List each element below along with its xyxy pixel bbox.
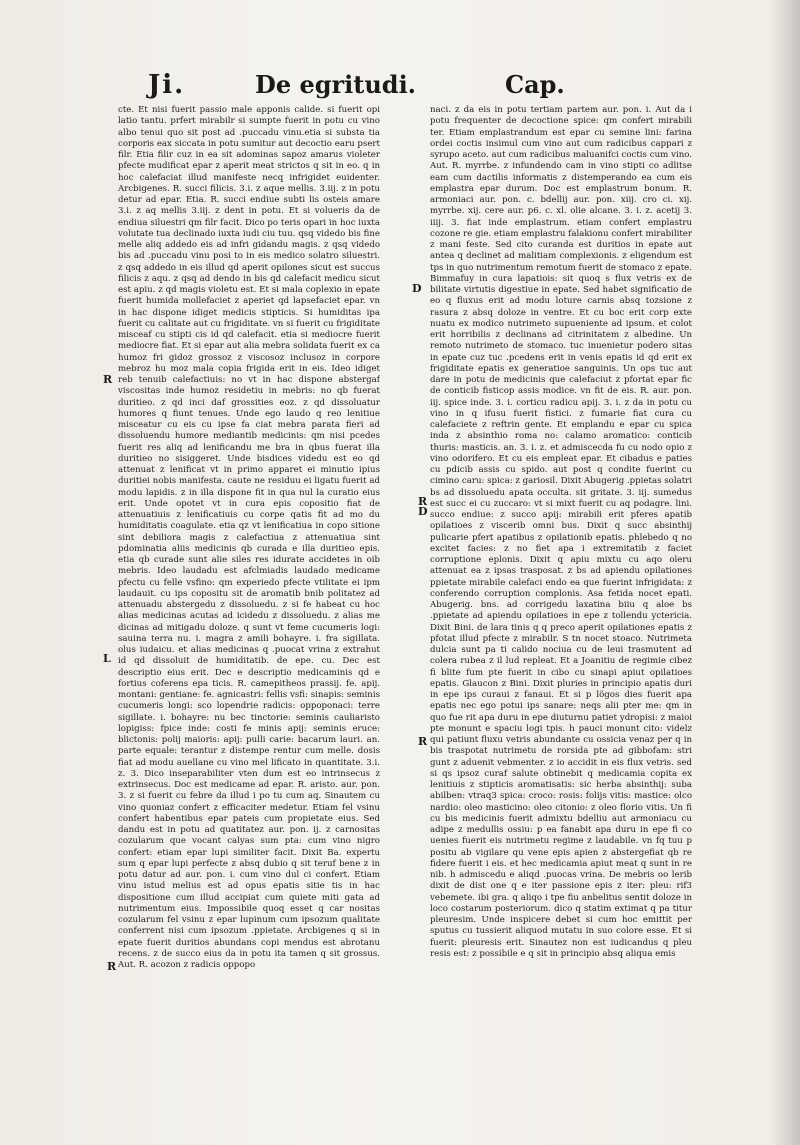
header-title: De egritudi. [255, 70, 417, 99]
margin-marker: R [418, 735, 428, 748]
margin-marker: R [107, 960, 117, 973]
right-text-column [430, 105, 692, 985]
header-chapter: Cap. [505, 70, 565, 99]
margin-marker: L [103, 652, 111, 665]
left-column-text: cte. Et nisi fuerit passio male apponis calide. si fuerit opi latio tantu. prfert mirabilr si sumpte fuerit in potu cu vino albo tenui quo sit post ad .puccadu vinu.etia si substa tia corporis eax siccata in potu sumitur aut decoctio earu psert filr. Etia filir cuz in ea sit adominas sapoz amarus violeter pfecte mudificat epar z aperit meat strictos q sit in eo. q in hoc calefaciat illud manifeste necq infrigidet euidenter. Arcbigenes. R. succi filicis. 3.i. z aque mellis. 3.iij. z in potu detur ad epar. Etia. R. succi endiue subti lis osteis amare 3.i. z aq mellis 3.iij. z dent in potu. Et si volueris da de endiua siluestri qm filr facit. Dico po teris opari in hoc iuxta volutate tua declinado iuxta iudi ciu tuu. qsq videdo bis fine melle aliq addedo eis ad infri gidandu magis. z qsq videdo bis ad .puccadu vinu posi to in eis medico solatro siluestri. z qsq addedo in eis illud qd aperit opilones sicut est succus filicis z aqu. z qsq ad dendo in bis qd calefacit medicu sicut est apiu. z qd magis violetu est. Et si mala coplexio in epate fuerit humida mollefaciet z aperiet qd lapsefaciet epar. vn in hac dispone idiget medicis stipticis. Si humiditas ipa fuerit cu calitate aut cu frigiditate. vn si fuerit cu frigiditate misceaf cu stipti cis id qd calefacit. etia si mediocre fuerit mediocre fiat. Et si epar aut alia mebra solidata fuerit ex ca humoz fri gidoz grossoz z viscosoz inclusoz in corpore mebroz hu moz mala copia frigida erit in eis. Ideo idiget reb tenuib calefactiuis: no vt in hac dispone abstergaf viscositas inde humoz residetiu in mebris: no qb fuerat duritieo. z qd inci daf grossities eoz. z qd dissoluatur humores q fiunt tenues. Unde ego laudo q reo lenitiue misceatur cu eis cu ipse fa ciat mebra parata fieri ad dissoluendu humore mediantib medicinis: qm nisi pcedes fuerit res aliq ad lenificandu me bra in qbus fuerat illa duritieo no sisiggeret. Unde bisdices videdu est eo qd attenuat z lenificat vt in primo apparet ei minutio ipius duritiei nobis manifesta. caute ne residuu ei ligatu fuerit ad modu lapidis. z in illa dispone fit in qua nul la curatio eius erit. Unde opotet vt in cura epis copositio fiat de attenuatiuis z lenificatiuis cu corpe qatis fit ad mo du humiditatis coagulate. etia qz vt lenificatiua in copo sitione sint debiliora magis z calefactiua z attenuatiua sint pdominatia aliis medicinis qb curada e illa duritieo epis. etia qb curade sunt alie siles res idurate accidetes in oib mebris. Ideo laudadu est afclmiadis laudado medicame pfectu cu felle vsfino: qm experiedo pfecte vtilitate ei ipm laudauit. cu ips copositu sit de aromatib bnib politatez ad attenuadu abstergedu z dissoluedu. z si fe habeat cu hoc alias medicinas acutas ad icidedu z dissoluedu. z alias me dicinas ad mitigadu doloze. q sunt vt feme cucumeris logi: sauina terra nu. i. magra z amili bohayre. i. fra sigillata. olus iudaicu. et alias medicinas q .puocat vrina z extrahut id qd dissoluit de humiditatib. de epe. cu. Dec est descriptio eius erit. Dec e descriptio medicaminis qd e fortius coferens epa ticis. R. camepitheos prassij. fe. apij. montani: gentiane: fe. agnicastri: fellis vsfi: sinapis: seminis cucumeris longi: sco lopendrie radicis: oppoponaci: terre sigillate. i. bohayre: nu bec tinctorie: seminis cauliaristo lopigiss: fpice inde: costi fe minis apij: seminis eruce: blictonis: polij maioris: apij: pulli carie: bacarum lauri. an. parte equale: terantur z distempe rentur cum melle. dosis fiat ad modu auellane cu vino mel lificato in quantitate. 3.i. z. 3. Dico inseparabiliter vten dum est eo intrinsecus z extrinsecus. Doc est medicame ad epar. R. aristo. aur. pon. 3. z si fuerit cu febre da illud i po tu cum aq. Sinautem cu vino quoniaz confert z efficaciter medetur. Etiam fel vsinu confert habentibus epar pateis cum propietate eius. Sed dandu est in potu ad quatitatez aur. pon. ij. z carnositas cozularum que vocant calyas sum pta: cum vino nigro confert: etiam epar lupi similiter facit. Dixit Ba. expertu sum q epar lupi perfecte z absq dubio q sit teruf bene z in potu datur ad aur. pon. i. cum vino dul ci confert. Etiam vinu istud melius est ad opus epatis sitie tis in hac dispositione cum illud accipiat cum quiete miti gata ad nutrimentum eius. Impossibile quoq esset q car nositas cozularum fel vsinu z epar lupinum cum ipsozum qualitate conferrent nisi cum ipsozum .ppietate. Arcbigenes q si in epate fuerit duritios abundans copi mendus est abrotanu recens. z de succo eius da in potu ita tamen q sit grossus. Aut. R. acozon z radicis oppopo [118, 105, 380, 970]
header-folio: Ji. [148, 70, 186, 100]
left-text-column [118, 105, 380, 985]
running-header [0, 70, 800, 110]
margin-marker: R [103, 373, 113, 386]
margin-marker: D [412, 282, 422, 295]
page-edge-shadow [770, 0, 800, 1145]
right-column-text: naci. z da eis in potu tertiam partem aur. pon. i. Aut da i potu frequenter de decoctione spice: qm confert mirabili ter. Etiam emplastrandum est epar cu semine lini: farina ordei coctis insimul cum vino aut cum radicibus cappari z syrupo aceto. aut cum radicibus maluanifci coctis cum vino. Aut. R. myrrbe. z infundendo cam in vino stipti co adlitse eam cum dactilis informatis z distemperando ea cum eis emplastra epar durum. Doc est emplastrum bonum. R. armoniaci aur. pon. c. bdellij aur. pon. xiij. cro ci. xij. myrrbe. xij. cere aur. p6. c. xl. olie alcane. 3. i. z. acetij 3. iiij. 3. fiat inde emplastrum. etiam confert emplastru cozone re gie. etiam emplastru falakionu confert mirabiliter z mani feste. Sed cito curanda est duritios in epate aut antea q declinet ad malitiam complexionis. z eligendum est tps in quo nutrimentum remotum fuerit de stomaco z epate. Bimmafuy in cura lapatiois: sit quoq s flux vetris ex de bilitate virtutis digestiue in epate. Sed habet significatio de eo q fluxus erit ad modu loture carnis absq tozsione z rasura z absq doloze in ventre. Et cu boc erit corp exte nuatu ex modico nutrimeto supueniente ad ipsum. et colot erit horribilis z declinans ad citrinitatem z albedine. Un remoto nutrimeto de stomaco. tuc inuenietur podero sitas in epate cuz tuc .pcedens erit in venis epatis id qd erit ex frigiditate epatis ex generatioe sanguinis. Un ops tuc aut dare in potu de medicinis que calefaciut z pfortat epar fic de conticib fisticop assis modice. vn fit de eis. R. aur. pon. iij. spice inde. 3. i. corticu radicu apij. 3. i. z da in potu cu vino in q ifusu fuerit fistici. z fumarie fiat cura cu calefaciete z reftrin gente. Et emplandu e epar cu spica inda z absinthio roma no: calamo aromatico: conticib thuris: masticis. an. 3. i. z. et admiscecda fu cu nodo opio z vino odorifero. Et cu eis empleat epar. Et cibadus e paties cu pdicib assis cu spido. aut post q condite fuerint cu cimino caru: spica: z gariosil. Dixit Abugerig .ppietas solatri bs ad dissoluedu apata occulta. sit gritate. 3. iij. sumedus est succ ei cu zuccaro: vt si mixt fuerit cu aq podagre. lini. succo endiue: z succo apij: mirabili erit pferes apatib opilatioes z viscerib omni bus. Dixit q succ absinthij pulicarie pfert apatibus z opilationib epatis. phlebedo q no excitet facies: z no fiet apa i extremitatib z faciet corruptione eplonis. Dixit q apiu mixtu cu aqo oleru attenuat ea z ipsas trasposat. z bs ad apiendu opilationes ppietate mirabile calefaci endo ea que fuerint infrigidata: z conferendo corruption complonis. Asa fetida nocet epati. Abugerig. bns. ad corrigedu laxatina biiu q aloe bs .ppietate ad apiendu opilatioes in epe z tollendu yctericia. Dixit Bini. de lara tinis q q preco aperit opilationes epatis z pfotat illud pfecte z mirabilr. S tn nocet stoaco. Nutrimeta dulcia sunt pa ti calido nociua cu de leui trasmutent ad colera rubea z il lud repleat. Et a Joanitiu de regimie cibez fi blite fum pte fuerit in cibo cu sinapi apiut opilatioes epatis. Glaucon z Bini. Dixit pluries in principio apatis duri in epe ips curaui z fanaui. Et si p lögos dies fuerit apa epatis nec ego potui ips sanare: neqs alii pter me: qm in quo fue rit apa duru in epe diuturnu patiet ydropisi: z maioi pte monunt e spaciu logi tpis. h pauci monunt cito: videlz qui patiunt fluxu vetris abundante cu ossicia venaz per q in bis traspotat nutrimetu de rorsida pte ad gibbofam: stri gunt z aduenit vebmenter. z io accidit in eis flux vetris. sed si qs ipsoz curaf salute obtinebit q medicamia copita ex lenitiuis z stipticis aromatisatis: sic herba absinthij: suba abilben: vtraq3 spica: croco: rosis: folijs vitis: mastice: olco nardio: oleo masticino: oleo citonio: z oleo florio vitis. Un fi cu bis medicinis fuerit admixtu bdelliu aut armoniacu cu adipe z medullis ossiu: p ea fanabit apa duru in epe fi co uenies fuerit eis nutrimetu regime z laudabile. vn fq tuu p positu ab vigilare qu vene epis apien z abstergefiat qb re fidere fuerit i eis. et hec medicamia apiut meat q sunt in re nib. h admiscedu e aliqd .puocas vrina. De mebris oo lerib dixit de dist one q e iter passione epis z iter: pleu: rif3 vebemete. ibi gra. q aliqo i tpe fiu anbelitus sentit doloze in loco costarum posteriorum. dico q statim extimat q pa titur pleuresim. Unde inspicere debet si cum hoc emittit per sputus cu tussierit aliquod mutatu in suo colore esse. Et si fuerit: pleuresis erit. Sinautez non est iudicandus q pleu resis est: z possibile e q sit in principio absq aliqua emis [430, 105, 692, 959]
margin-marker: R [418, 495, 428, 508]
margin-marker: D [418, 505, 428, 518]
